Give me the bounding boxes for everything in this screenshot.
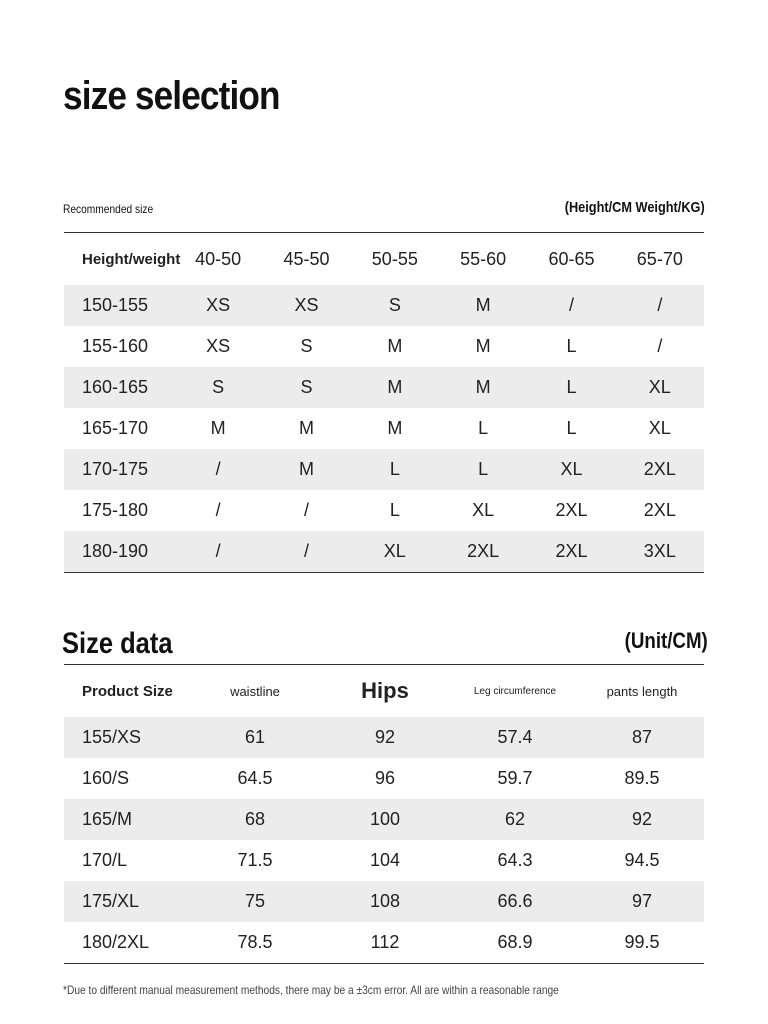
table-header-row xyxy=(64,665,704,718)
table-cell: 92 xyxy=(580,799,704,840)
table-cell: 2XL xyxy=(527,531,615,573)
table-row xyxy=(64,367,704,408)
table-cell: 64.3 xyxy=(497,850,533,870)
table-cell: 89.5 xyxy=(624,768,660,788)
column-header: Leg circumference xyxy=(473,685,557,697)
table-cell: L xyxy=(439,449,527,490)
table-cell: S xyxy=(351,285,439,326)
table-cell: L xyxy=(389,500,400,520)
table-cell: M xyxy=(439,285,527,326)
size-data-title: Size data xyxy=(62,627,173,660)
table-cell: L xyxy=(527,367,615,408)
row-header-cell: 150-155 xyxy=(64,285,174,326)
row-header-cell: 155/XS xyxy=(64,717,190,758)
table-row xyxy=(64,326,704,367)
table-cell: 71.5 xyxy=(237,850,273,870)
table-cell: 59.7 xyxy=(497,768,533,788)
table-cell: 2XL xyxy=(555,500,588,520)
table-cell: 66.6 xyxy=(450,881,580,922)
table-cell: / xyxy=(657,336,663,356)
table-cell: XL xyxy=(472,500,495,520)
table-cell: XL xyxy=(351,531,439,573)
table-cell: / xyxy=(527,285,615,326)
row-header-cell: 170-175 xyxy=(64,449,174,490)
column-header: 65-70 xyxy=(636,248,683,269)
column-header: 55-60 xyxy=(460,248,507,269)
table-cell: 2XL xyxy=(439,531,527,573)
table-cell: M xyxy=(298,418,314,438)
table-cell: 99.5 xyxy=(624,932,660,952)
table-cell: / xyxy=(303,500,309,520)
table-cell: 68.9 xyxy=(497,932,533,952)
table-cell: 64.5 xyxy=(237,768,273,788)
table-cell: XL xyxy=(616,367,704,408)
table-row xyxy=(64,922,704,964)
column-header: 50-55 xyxy=(371,248,418,269)
table-cell: M xyxy=(439,367,527,408)
table-cell: S xyxy=(174,367,262,408)
table-cell: 75 xyxy=(190,881,320,922)
footnote: *Due to different manual measurement methods, there may be a ±3cm error. All are within a reasonable range xyxy=(63,983,559,997)
table-cell: XL xyxy=(527,449,615,490)
table-cell: / xyxy=(174,449,262,490)
table-cell: 96 xyxy=(374,768,396,788)
table-cell: 57.4 xyxy=(450,717,580,758)
table-cell: 100 xyxy=(320,799,450,840)
table-cell: 62 xyxy=(450,799,580,840)
row-header-cell: 175-180 xyxy=(82,500,149,520)
table-cell: L xyxy=(566,418,577,438)
table-cell: S xyxy=(262,367,350,408)
table-cell: M xyxy=(475,336,491,356)
row-header-cell: 170/L xyxy=(82,850,128,870)
table-cell: 112 xyxy=(370,932,400,952)
table-cell: XS xyxy=(206,336,231,356)
table-cell: XL xyxy=(648,418,671,438)
table-cell: M xyxy=(387,418,403,438)
row-header-cell: 175/XL xyxy=(64,881,190,922)
table-cell: 97 xyxy=(580,881,704,922)
table-cell: 2XL xyxy=(616,449,704,490)
table-cell: XS xyxy=(174,285,262,326)
table-cell: / xyxy=(262,531,350,573)
table-cell: 78.5 xyxy=(237,932,273,952)
table-row xyxy=(64,490,704,531)
table-cell: 61 xyxy=(190,717,320,758)
table-cell: L xyxy=(566,336,577,356)
table-cell: M xyxy=(351,367,439,408)
column-header: waistline xyxy=(230,683,280,699)
table-cell: / xyxy=(215,500,221,520)
table-cell: 108 xyxy=(320,881,450,922)
table-cell: / xyxy=(174,531,262,573)
table-row xyxy=(64,840,704,881)
row-header-cell: 180-190 xyxy=(64,531,174,573)
table-row xyxy=(64,881,704,922)
recommended-unit-note: (Height/CM Weight/KG) xyxy=(565,199,705,216)
table-cell: 68 xyxy=(190,799,320,840)
table-row xyxy=(64,799,704,840)
column-header: Height/weight xyxy=(82,250,181,268)
table-cell: / xyxy=(616,285,704,326)
table-header-row xyxy=(64,233,704,286)
column-header: 40-50 xyxy=(195,248,242,269)
size-data-table xyxy=(64,664,704,964)
table-cell: L xyxy=(351,449,439,490)
table-cell: 104 xyxy=(369,850,401,870)
row-header-cell: 160-165 xyxy=(64,367,174,408)
table-cell: 87 xyxy=(580,717,704,758)
recommended-size-table xyxy=(64,232,704,573)
table-row xyxy=(64,449,704,490)
table-cell: 2XL xyxy=(643,500,676,520)
row-header-cell: 165-170 xyxy=(82,418,149,438)
size-data-unit-note: (Unit/CM) xyxy=(624,628,708,653)
recommended-size-label: Recommended size xyxy=(63,202,154,216)
table-cell: M xyxy=(387,336,403,356)
table-row xyxy=(64,717,704,758)
column-header: 45-50 xyxy=(283,248,330,269)
column-header: Hips xyxy=(361,678,409,703)
table-row xyxy=(64,758,704,799)
table-cell: 92 xyxy=(320,717,450,758)
table-cell: 94.5 xyxy=(624,850,660,870)
column-header: Product Size xyxy=(82,682,173,700)
table-cell: XS xyxy=(262,285,350,326)
column-header: pants length xyxy=(606,683,678,699)
page-title: size selection xyxy=(63,74,280,118)
row-header-cell: 165/M xyxy=(64,799,190,840)
row-header-cell: 155-160 xyxy=(82,336,149,356)
table-cell: S xyxy=(300,336,313,356)
column-header: 60-65 xyxy=(548,248,595,269)
table-cell: M xyxy=(210,418,226,438)
table-row xyxy=(64,531,704,573)
table-cell: M xyxy=(262,449,350,490)
table-cell: L xyxy=(478,418,489,438)
row-header-cell: 180/2XL xyxy=(82,932,150,952)
table-row xyxy=(64,285,704,326)
table-row xyxy=(64,408,704,449)
row-header-cell: 160/S xyxy=(82,768,130,788)
table-cell: 3XL xyxy=(616,531,704,573)
